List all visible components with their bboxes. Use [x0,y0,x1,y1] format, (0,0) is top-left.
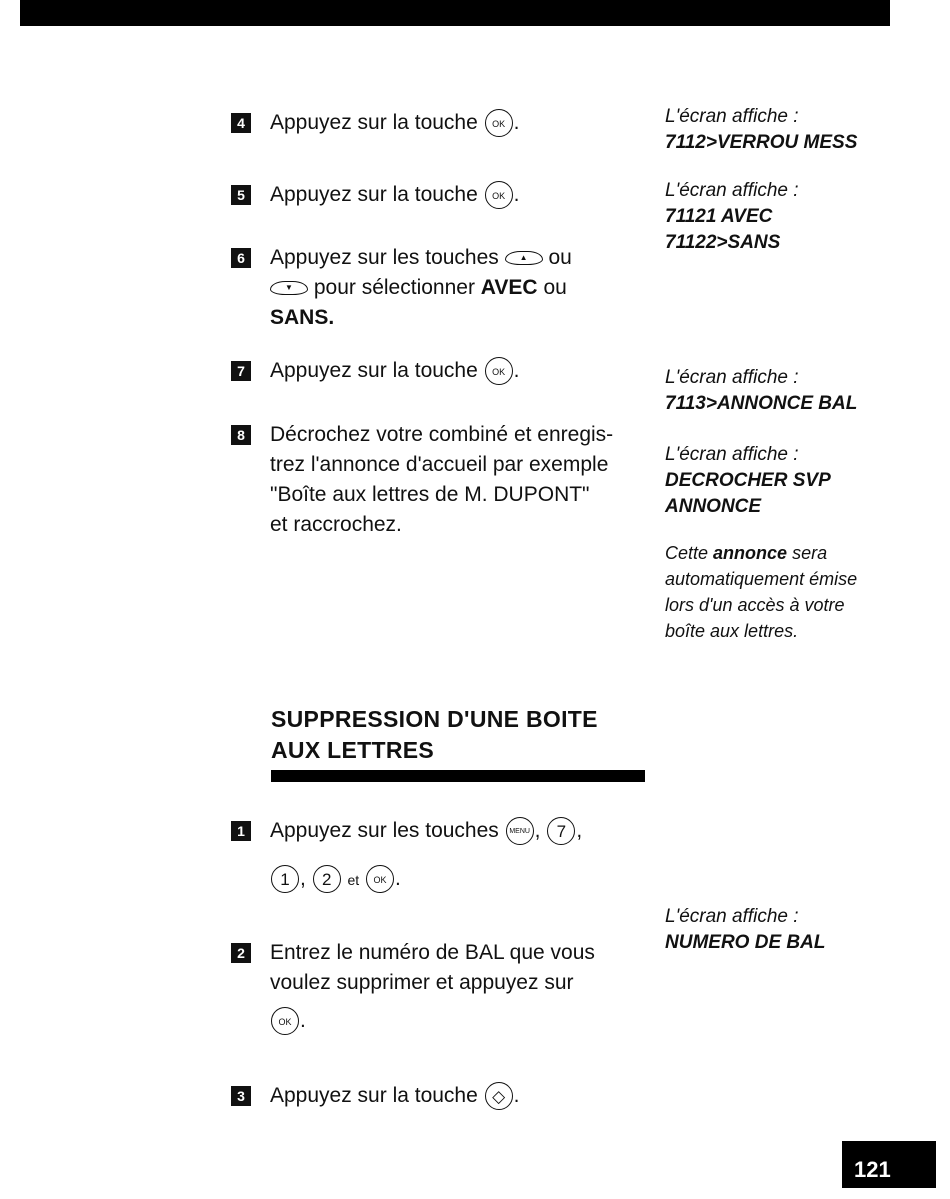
step-end: . [513,359,520,382]
display-label: L'écran affiche : [665,180,799,201]
display-label: L'écran affiche : [665,906,799,927]
step-line: trez l'annonce d'accueil par exemple [270,453,609,476]
step-line: "Boîte aux lettres de M. DUPONT" [270,483,590,506]
option-sans: SANS. [270,306,335,329]
display-text: NUMERO DE BAL [665,932,826,953]
digit-2-key-icon: 2 [313,865,341,893]
or-word: ou [543,276,567,299]
display-text: ANNONCE [665,496,762,517]
step-text: Appuyez sur la touche [270,1084,478,1107]
display-label: L'écran affiche : [665,444,799,465]
top-black-bar [20,0,890,26]
delete-step-2: 2 Entrez le numéro de BAL que vous voulez supprimer et appuyez sur OK . [231,938,651,1036]
screen-display-1 [665,104,905,156]
ok-key-icon: OK [271,1007,299,1035]
screen-display-4 [665,442,905,520]
step-end: . [513,1084,520,1107]
option-avec: AVEC [480,276,538,299]
step-7 [231,356,651,386]
start-key-icon: ◇ [485,1082,513,1110]
annonce-note [665,540,885,644]
step-text: Appuyez sur les touches [270,246,499,269]
step-end: . [513,183,520,206]
step-text: pour sélectionner [313,276,475,299]
display-text: 71121 AVEC [665,206,773,227]
ok-key-icon: OK [485,357,513,385]
display-text: 71122>SANS [665,232,781,253]
note-text: sera automatiquement émise lors d'un accès à votre boîte aux lettres. [665,543,858,641]
down-arrow-key-icon: ▼ [270,281,308,295]
screen-display-3 [665,365,905,417]
step-number: 3 [231,1086,251,1106]
step-text: Appuyez sur la touche [270,183,478,206]
note-bold: annonce [713,543,788,563]
step-number: 7 [231,361,251,381]
step-line: Décrochez votre combiné et enregis- [270,423,614,446]
display-label: L'écran affiche : [665,106,799,127]
digit-7-key-icon: 7 [547,817,575,845]
section-title-line: SUPPRESSION D'UNE BOITE [271,706,598,732]
display-text: 7113>ANNONCE BAL [665,393,858,414]
step-5 [231,180,651,210]
step-line: Entrez le numéro de BAL que vous [270,941,595,964]
note-text: Cette [665,543,709,563]
delete-step-3 [231,1081,651,1111]
up-arrow-key-icon: ▲ [505,251,543,265]
step-number: 2 [231,943,251,963]
section-title [271,704,651,766]
step-number: 6 [231,248,251,268]
step-end: . [513,111,520,134]
display-text: DECROCHER SVP [665,470,831,491]
screen-display-5 [665,904,905,956]
step-4 [231,108,651,138]
step-text: Appuyez sur la touche [270,359,478,382]
step-number: 1 [231,821,251,841]
step-6 [231,243,651,333]
section-title-line: AUX LETTRES [271,737,435,763]
step-8 [231,420,651,540]
digit-1-key-icon: 1 [271,865,299,893]
delete-step-1: 1 Appuyez sur les touches MENU , 7 , 1 , 2 et OK . [231,816,651,895]
screen-display-2 [665,178,905,256]
ok-key-icon: OK [366,865,394,893]
ok-key-icon: OK [485,109,513,137]
menu-key-icon: MENU [506,817,534,845]
step-text: Appuyez sur les touches [270,819,499,842]
or-word: ou [548,246,572,269]
step-number: 4 [231,113,251,133]
display-text: 7112>VERROU MESS [665,132,858,153]
page-number: 121 [842,1141,936,1188]
step-line: voulez supprimer et appuyez sur [270,971,574,994]
step-text: Appuyez sur la touche [270,111,478,134]
display-label: L'écran affiche : [665,367,799,388]
section-underline [271,770,645,782]
and-word: et [347,872,360,888]
ok-key-icon: OK [485,181,513,209]
step-number: 5 [231,185,251,205]
step-line: et raccrochez. [270,513,402,536]
step-number: 8 [231,425,251,445]
